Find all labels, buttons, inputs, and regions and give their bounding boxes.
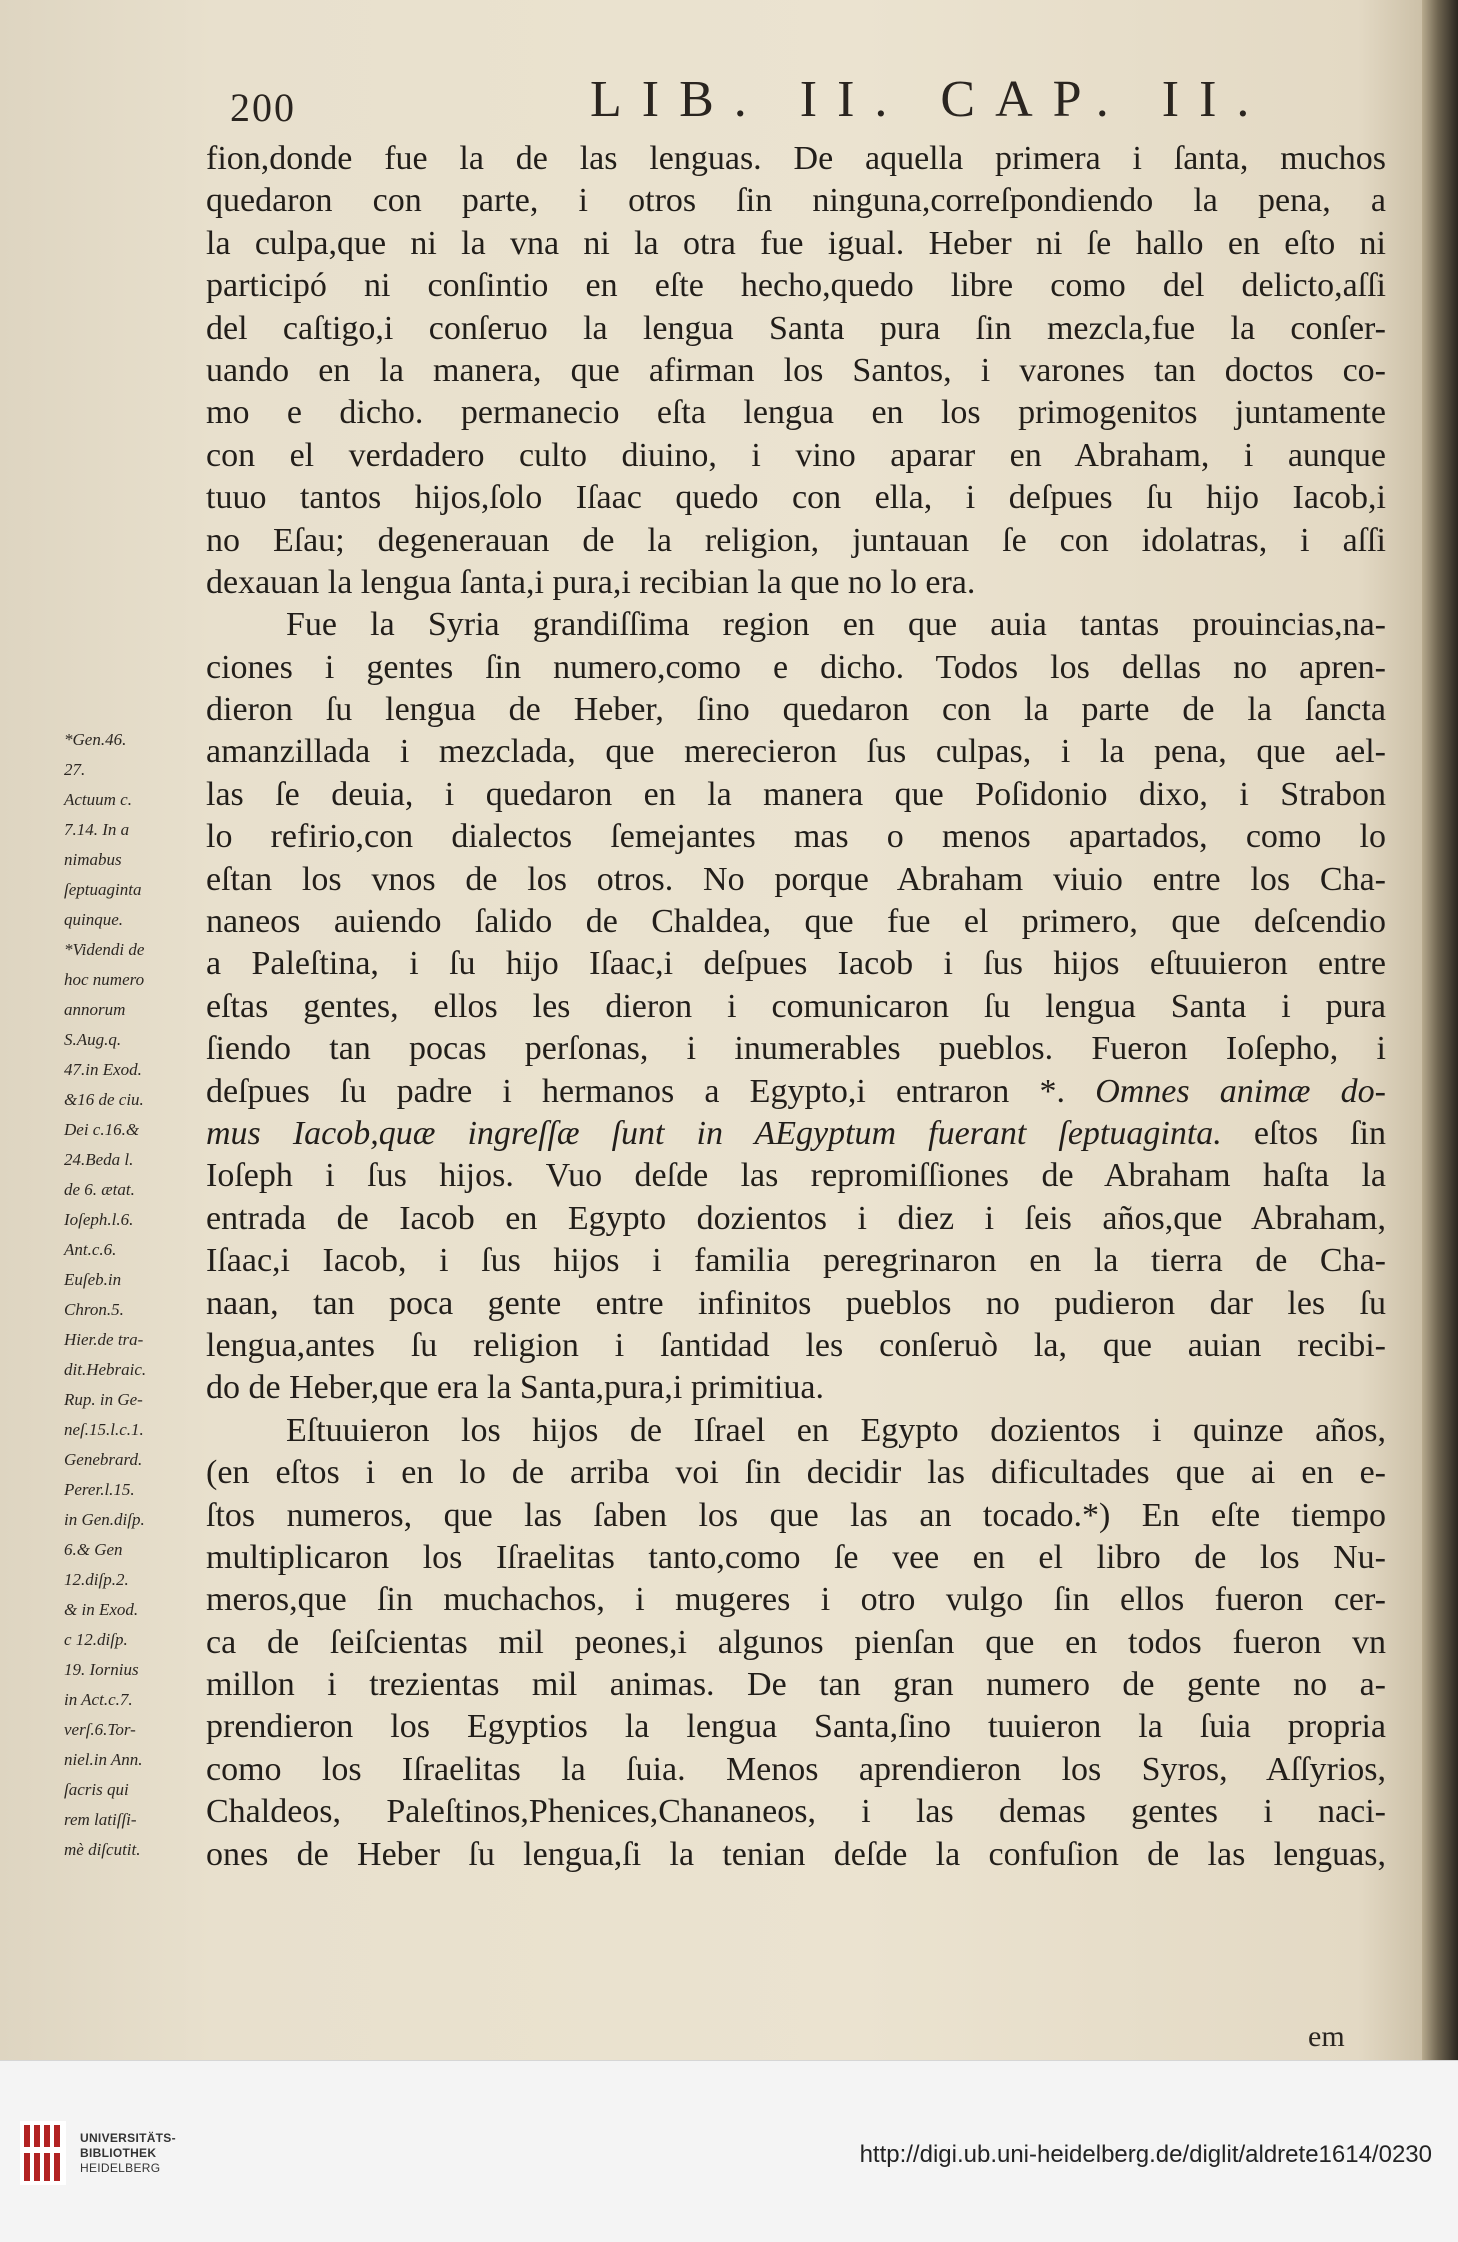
margin-note-line: mè diſcutit. <box>64 1840 141 1859</box>
page-header <box>210 70 1370 130</box>
text-run: eſtos ſin <box>1221 1114 1386 1152</box>
margin-note-line: dit.Hebraic. <box>64 1360 147 1379</box>
text-run: del caſtigo,i conſeruo la lengua Santa pura ſin mezcla,fue la conſer- <box>206 309 1386 347</box>
text-line <box>206 859 1386 901</box>
margin-note-line: verſ.6.Tor- <box>64 1720 136 1739</box>
text-line <box>206 986 1386 1028</box>
book-spine-shadow <box>1422 0 1458 2060</box>
library-name-line-2: BIBLIOTHEK <box>80 2146 157 2160</box>
text-line <box>206 180 1386 222</box>
text-run: multiplicaron los Iſraelitas tanto,como ſe vee en el libro de los Nu- <box>206 1538 1386 1576</box>
text-run: Eſtuuieron los hijos de Iſrael en Egypto dozientos i quinze años, <box>286 1411 1386 1449</box>
margin-note-line: Ioſeph.l.6. <box>64 1210 134 1229</box>
text-run: fion,donde fue la de las lenguas. De aquella primera i ſanta, muchos <box>206 140 1386 177</box>
text-line <box>206 1664 1386 1706</box>
margin-note-line: in Act.c.7. <box>64 1690 133 1709</box>
text-run: naan, tan poca gente entre infinitos pueblos no pudieron dar les ſu <box>206 1284 1386 1322</box>
text-run: las ſe deuia, i quedaron en la manera que Poſidonio dixo, i Strabon <box>206 775 1386 813</box>
margin-note-line: 27. <box>64 760 86 779</box>
text-line <box>206 1198 1386 1240</box>
text-line <box>206 1834 1386 1876</box>
text-run: ſtos numeros, que las ſaben los que las an tocado.*) En eſte tiempo <box>206 1496 1386 1534</box>
text-run: Ioſeph i ſus hijos. Vuo deſde las repromiſſiones de Abraham haſta la <box>206 1157 1386 1195</box>
text-line <box>206 1452 1386 1494</box>
text-line <box>206 265 1386 307</box>
text-run: amanzillada i mezclada, que merecieron ſus culpas, i la pena, que ael- <box>206 733 1386 771</box>
text-run: do de Heber,que era la Santa,pura,i primitiua. <box>206 1369 824 1407</box>
text-run: la culpa,que ni la vna ni la otra fue igual. Heber ni ſe hallo en eſto ni <box>206 224 1386 262</box>
text-line <box>206 816 1386 858</box>
text-run: eſtas gentes, ellos les dieron i comunicaron ſu lengua Santa i pura <box>206 987 1386 1025</box>
margin-note-line: annorum <box>64 1000 126 1019</box>
footer-bar <box>0 2060 1458 2242</box>
text-line <box>206 901 1386 943</box>
library-logo-icon <box>20 2121 66 2185</box>
text-run: dieron ſu lengua de Heber, ſino quedaron con la parte de la ſancta <box>206 691 1386 729</box>
text-run: millon i trezientas mil animas. De tan gran numero de gente no a- <box>206 1666 1386 1704</box>
text-run: Fue la Syria grandiſſima region en que auia tantas prouincias,na- <box>286 606 1386 644</box>
margin-note-line: in Gen.diſp. <box>64 1510 145 1529</box>
text-line <box>206 1410 1386 1452</box>
margin-note-line: *Videndi de <box>64 940 145 959</box>
text-run: ciones i gentes ſin numero,como e dicho. Todos los dellas no apren- <box>206 648 1386 686</box>
text-run: mo e dicho. permanecio eſta lengua en los primogenitos juntamente <box>206 394 1386 432</box>
margin-notes <box>64 725 214 1865</box>
text-line <box>206 1325 1386 1367</box>
margin-note-line: & in Exod. <box>64 1600 139 1619</box>
margin-note-line: Perer.l.15. <box>64 1480 135 1499</box>
margin-note-line: niel.in Ann. <box>64 1750 143 1769</box>
margin-note-line: nimabus <box>64 850 122 869</box>
text-line <box>206 1791 1386 1833</box>
text-run: Iſaac,i Iacob, i ſus hijos i familia peregrinaron en la tierra de Cha- <box>206 1242 1386 1280</box>
text-line <box>206 392 1386 434</box>
text-run: deſpues ſu padre i hermanos a Egypto,i entraron *. <box>206 1072 1096 1110</box>
library-name-line-3: HEIDELBERG <box>80 2161 161 2175</box>
text-run: lo refirio,con dialectos ſemejantes mas o menos apartados, como lo <box>206 818 1386 856</box>
text-line <box>206 308 1386 350</box>
margin-note-line: 19. Iornius <box>64 1660 139 1679</box>
text-run: dexauan la lengua ſanta,i pura,i recibian la que no lo era. <box>206 563 976 601</box>
text-run: Chaldeos, Paleſtinos,Phenices,Chananeos, i las demas gentes i naci- <box>206 1793 1386 1831</box>
margin-note-line: Dei c.16.& <box>64 1120 140 1139</box>
margin-note-line: ſacris qui <box>64 1780 129 1799</box>
margin-note-line: 7.14. In a <box>64 820 130 839</box>
margin-note-line: 12.diſp.2. <box>64 1570 129 1589</box>
margin-note-line: Actuum c. <box>64 790 132 809</box>
text-run: ſiendo tan pocas perſonas, i inumerables pueblos. Fueron Ioſepho, i <box>206 1030 1386 1068</box>
text-line <box>206 1495 1386 1537</box>
margin-note-line: Hier.de tra- <box>64 1330 144 1349</box>
text-run: quedaron con parte, i otros ſin ninguna,correſpondiendo la pena, a <box>206 182 1386 220</box>
text-run: tuuo tantos hijos,ſolo Iſaac quedo con ella, i deſpues ſu hijo Iacob,i <box>206 479 1386 517</box>
margin-note-line: neſ.15.l.c.1. <box>64 1420 144 1439</box>
text-line <box>206 1071 1386 1113</box>
text-line <box>206 1283 1386 1325</box>
latin-quote: mus Iacob,quæ ingreſſæ ſunt in AEgyptum fuerant ſeptuaginta. <box>206 1114 1222 1152</box>
text-run: a Paleſtina, i ſu hijo Iſaac,i deſpues Iacob i ſus hijos eſtuuieron entre <box>206 945 1386 983</box>
text-run: participó ni conſintio en eſte hecho,quedo libre como del delicto,aſſi <box>206 267 1386 305</box>
library-name-line-1: UNIVERSITÄTS- <box>80 2131 176 2145</box>
text-line <box>206 520 1386 562</box>
text-run: ca de ſeiſcientas mil peones,i algunos pienſan que en todos fueron vn <box>206 1623 1386 1661</box>
margin-note-line: Chron.5. <box>64 1300 124 1319</box>
text-line <box>206 689 1386 731</box>
margin-note-line: Euſeb.in <box>64 1270 122 1289</box>
text-run: lengua,antes ſu religion i ſantidad les conſeruò la, que auian recibi- <box>206 1326 1386 1364</box>
margin-note-line: hoc numero <box>64 970 145 989</box>
text-line <box>206 1028 1386 1070</box>
margin-note-line: Genebrard. <box>64 1450 143 1469</box>
text-run: naneos auiendo ſalido de Chaldea, que fue el primero, que deſcendio <box>206 903 1386 941</box>
text-line <box>206 647 1386 689</box>
text-line <box>206 1113 1386 1155</box>
text-run: como los Iſraelitas la ſuia. Menos aprendieron los Syros, Aſſyrios, <box>206 1750 1386 1788</box>
running-head: LIB. II. CAP. II. <box>590 71 1270 128</box>
page-number: 200 <box>230 85 296 130</box>
text-line <box>206 943 1386 985</box>
library-name <box>80 2131 176 2176</box>
text-run: no Eſau; degenerauan de la religion, juntauan ſe con idolatras, i aſſi <box>206 521 1386 559</box>
text-run: prendieron los Egyptios la lengua Santa,ſino tuuieron la ſuia propria <box>206 1708 1386 1746</box>
text-line <box>206 731 1386 773</box>
text-line <box>206 1706 1386 1748</box>
text-run: eſtan los vnos de los otros. No porque Abraham viuio entre los Cha- <box>206 860 1386 898</box>
margin-note-line: 24.Beda l. <box>64 1150 134 1169</box>
margin-note-line: de 6. ætat. <box>64 1180 135 1199</box>
text-line <box>206 604 1386 646</box>
margin-note-line: c 12.diſp. <box>64 1630 128 1649</box>
margin-note-line: Rup. in Ge- <box>64 1390 143 1409</box>
margin-note-line: 47.in Exod. <box>64 1060 142 1079</box>
margin-note-line: ſeptuaginta <box>64 880 142 899</box>
text-run: con el verdadero culto diuino, i vino aparar en Abraham, i aunque <box>206 436 1386 474</box>
text-line <box>206 1537 1386 1579</box>
text-line <box>206 1749 1386 1791</box>
text-line <box>206 435 1386 477</box>
margin-note-line: &16 de ciu. <box>64 1090 144 1109</box>
margin-note-line: S.Aug.q. <box>64 1030 122 1049</box>
latin-quote: Omnes animæ do- <box>1095 1072 1386 1110</box>
text-line <box>206 562 1386 604</box>
text-run: meros,que ſin muchachos, i mugeres i otro vulgo ſin ellos fueron cer- <box>206 1581 1386 1619</box>
text-run: uando en la manera, que afirman los Santos, i varones tan doctos co- <box>206 351 1386 389</box>
text-line <box>206 138 1386 180</box>
text-line <box>206 774 1386 816</box>
margin-note-line: quinque. <box>64 910 124 929</box>
text-line <box>206 350 1386 392</box>
margin-note-line: Ant.c.6. <box>64 1240 117 1259</box>
text-run: ones de Heber ſu lengua,ſi la tenian deſde la confuſion de las lenguas, <box>206 1835 1386 1873</box>
text-line <box>206 1240 1386 1282</box>
margin-note-line: 6.& Gen <box>64 1540 123 1559</box>
text-line <box>206 1622 1386 1664</box>
text-line <box>206 477 1386 519</box>
text-line <box>206 1367 1386 1409</box>
text-line <box>206 1579 1386 1621</box>
source-url-link[interactable]: http://digi.ub.uni-heidelberg.de/diglit/aldrete1614/0230 <box>859 2141 1432 2168</box>
margin-note-line: rem latiſſi- <box>64 1810 137 1829</box>
body-text <box>206 138 1386 1876</box>
text-run: entrada de Iacob en Egypto dozientos i diez i ſeis años,que Abraham, <box>206 1199 1386 1237</box>
catchword: em <box>1308 2020 1345 2053</box>
text-line <box>206 223 1386 265</box>
text-line <box>206 1155 1386 1197</box>
text-run: (en eſtos i en lo de arriba voi ſin decidir las dificultades que ai en e- <box>206 1454 1386 1492</box>
margin-note-line: *Gen.46. <box>64 730 127 749</box>
